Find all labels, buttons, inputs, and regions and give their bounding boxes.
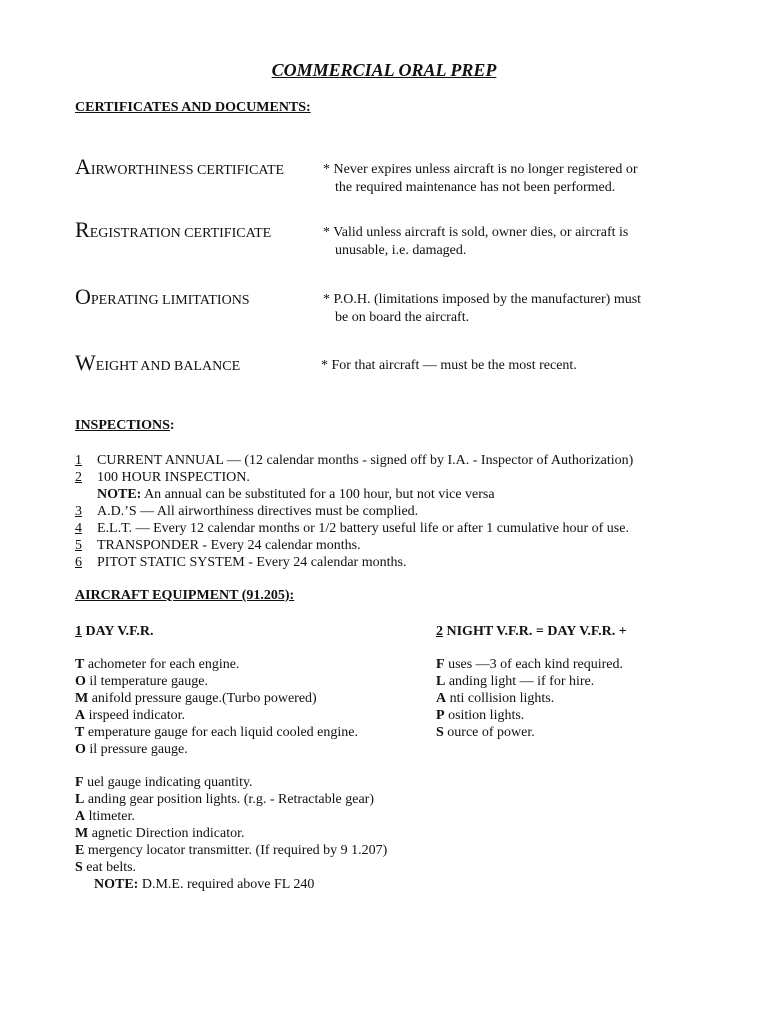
mnemonic-letter: P <box>436 708 445 723</box>
mnemonic-letter: M <box>75 691 89 706</box>
mnemonic-letter: T <box>75 725 85 740</box>
equipment-text: ltimeter. <box>85 809 135 824</box>
equipment-text: emperature gauge for each liquid cooled engine. <box>84 725 358 740</box>
mnemonic-letter: L <box>75 792 85 807</box>
equipment-item <box>436 724 623 741</box>
inspection-note-label: NOTE: <box>97 487 142 502</box>
inspection-number: 3 <box>75 504 82 519</box>
day-vfr-heading <box>75 623 153 640</box>
inspections-heading-colon: : <box>169 418 175 433</box>
doc-rest: PERATING LIMITATIONS <box>90 293 250 308</box>
equipment-text: uel gauge indicating quantity. <box>83 775 253 790</box>
inspection-item <box>75 537 633 554</box>
equipment-text: nti collision lights. <box>446 691 555 706</box>
inspection-number: 5 <box>75 538 82 553</box>
equipment-item <box>436 707 623 724</box>
mnemonic-letter: A <box>436 691 447 706</box>
inspection-text: A.D.’S — All airworthiness directives must be complied. <box>97 504 419 519</box>
doc-airworthiness <box>75 154 284 180</box>
equipment-text: agnetic Direction indicator. <box>88 826 245 841</box>
day-vfr-list-flames <box>75 774 387 876</box>
equipment-item <box>75 842 387 859</box>
day-vfr-label: DAY V.F.R. <box>82 624 154 639</box>
dme-note <box>94 876 314 893</box>
doc-rest: IRWORTHINESS CERTIFICATE <box>90 163 285 178</box>
doc-desc-line1: * Never expires unless aircraft is no longer registered or <box>323 162 638 177</box>
inspection-text: PITOT STATIC SYSTEM - Every 24 calendar months. <box>97 555 407 570</box>
night-vfr-label: NIGHT V.F.R. = DAY V.F.R. + <box>443 624 627 639</box>
doc-desc-line1: * Valid unless aircraft is sold, owner dies, or aircraft is <box>323 225 629 240</box>
inspection-number: 2 <box>75 470 82 485</box>
day-vfr-list-tomato <box>75 656 358 758</box>
inspection-text: 100 HOUR INSPECTION. <box>97 470 250 485</box>
equipment-item <box>75 741 358 758</box>
doc-registration <box>75 217 271 243</box>
inspection-list <box>75 452 633 571</box>
inspection-number: 6 <box>75 555 82 570</box>
equipment-item <box>75 774 387 791</box>
doc-weight-balance <box>75 350 240 376</box>
inspection-note-text: An annual can be substituted for a 100 hour, but not vice versa <box>141 487 495 502</box>
equipment-text: irspeed indicator. <box>85 708 186 723</box>
equipment-item <box>436 690 623 707</box>
equipment-text: il pressure gauge. <box>85 742 188 757</box>
doc-initial: A <box>75 154 91 179</box>
mnemonic-letter: M <box>75 826 89 841</box>
equipment-item <box>75 724 358 741</box>
day-vfr-number: 1 <box>75 624 82 639</box>
inspection-number: 1 <box>75 453 82 468</box>
night-vfr-heading <box>436 623 627 640</box>
equipment-text: mergency locator transmitter. (If required by 9 1.207) <box>84 843 388 858</box>
inspection-item <box>75 503 633 520</box>
doc-desc-line1: * For that aircraft — must be the most recent. <box>321 358 577 373</box>
inspection-text: TRANSPONDER - Every 24 calendar months. <box>97 538 361 553</box>
equipment-item <box>75 859 387 876</box>
equipment-item <box>75 791 387 808</box>
equipment-item <box>75 825 387 842</box>
equipment-heading: AIRCRAFT EQUIPMENT (91.205): <box>75 588 295 603</box>
inspection-text: E.L.T. — Every 12 calendar months or 1/2 battery useful life or after 1 cumulative hour of use. <box>97 521 629 536</box>
equipment-text: anding light — if for hire. <box>445 674 595 689</box>
dme-note-label: NOTE: <box>94 877 139 892</box>
mnemonic-letter: S <box>436 725 444 740</box>
inspection-item <box>75 554 633 571</box>
equipment-item <box>436 673 623 690</box>
doc-desc-line2: the required maintenance has not been performed. <box>335 180 616 195</box>
mnemonic-letter: T <box>75 657 85 672</box>
inspections-heading-text: INSPECTIONS <box>75 418 170 433</box>
mnemonic-letter: F <box>75 775 84 790</box>
doc-initial: R <box>75 217 90 242</box>
inspections-heading <box>75 417 175 434</box>
inspection-item <box>75 469 633 486</box>
inspection-number: 4 <box>75 521 82 536</box>
equipment-text: uses —3 of each kind required. <box>444 657 624 672</box>
mnemonic-letter: S <box>75 860 83 875</box>
doc-desc-line2: unusable, i.e. damaged. <box>335 243 467 258</box>
equipment-text: achometer for each engine. <box>84 657 240 672</box>
inspection-item <box>75 520 633 537</box>
doc-initial: W <box>75 350 96 375</box>
equipment-item <box>75 656 358 673</box>
dme-note-text: D.M.E. required above FL 240 <box>138 877 315 892</box>
inspection-item <box>75 452 633 469</box>
mnemonic-letter: O <box>75 742 86 757</box>
doc-operating-limitations <box>75 284 250 310</box>
mnemonic-letter: A <box>75 809 86 824</box>
equipment-item <box>75 690 358 707</box>
certificates-heading: CERTIFICATES AND DOCUMENTS: <box>75 100 311 115</box>
doc-rest: EGISTRATION CERTIFICATE <box>89 226 272 241</box>
page-title: COMMERCIAL ORAL PREP <box>271 60 497 80</box>
mnemonic-letter: E <box>75 843 85 858</box>
equipment-item <box>75 673 358 690</box>
night-vfr-number: 2 <box>436 624 443 639</box>
doc-rest: EIGHT AND BALANCE <box>95 359 241 374</box>
mnemonic-letter: O <box>75 674 86 689</box>
doc-initial: O <box>75 284 91 309</box>
mnemonic-letter: L <box>436 674 446 689</box>
equipment-text: anding gear position lights. (r.g. - Retractable gear) <box>84 792 374 807</box>
inspection-note <box>75 486 633 503</box>
mnemonic-letter: A <box>75 708 86 723</box>
doc-desc-line1: * P.O.H. (limitations imposed by the manufacturer) must <box>323 292 642 307</box>
night-vfr-list-flaps <box>436 656 623 741</box>
mnemonic-letter: F <box>436 657 445 672</box>
equipment-item <box>436 656 623 673</box>
equipment-text: anifold pressure gauge.(Turbo powered) <box>88 691 317 706</box>
equipment-text: il temperature gauge. <box>85 674 208 689</box>
inspection-text: CURRENT ANNUAL — (12 calendar months - signed off by I.A. - Inspector of Authorization) <box>97 453 634 468</box>
equipment-item <box>75 707 358 724</box>
doc-desc-line2: be on board the aircraft. <box>335 310 470 325</box>
equipment-text: ource of power. <box>443 725 535 740</box>
equipment-item <box>75 808 387 825</box>
equipment-text: eat belts. <box>82 860 137 875</box>
equipment-text: osition lights. <box>444 708 525 723</box>
